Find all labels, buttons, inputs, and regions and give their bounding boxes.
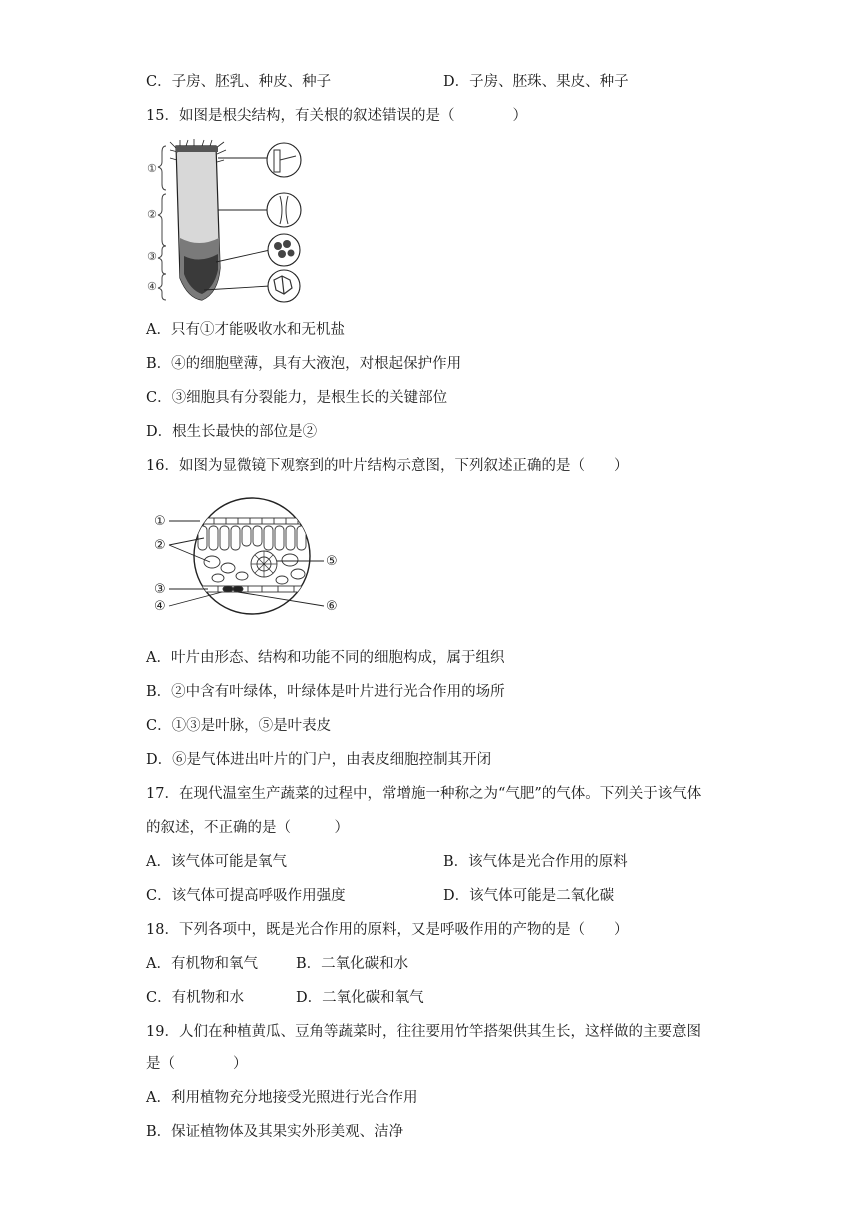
q16-stem: 16．如图为显微镜下观察到的叶片结构示意图，下列叙述正确的是（ ） bbox=[146, 458, 629, 474]
leaf-label-4: ④ bbox=[154, 599, 166, 614]
q18-option-c: C．有机物和水 bbox=[146, 990, 245, 1006]
q17-option-c: C．该气体可提高呼吸作用强度 bbox=[146, 888, 346, 904]
leaf-label-2: ② bbox=[154, 538, 166, 553]
root-tip-figure bbox=[144, 138, 314, 306]
q18-option-a: A．有机物和氧气 bbox=[146, 956, 258, 972]
root-label-3: ③ bbox=[147, 250, 157, 263]
q15-option-a: A．只有①才能吸收水和无机盐 bbox=[146, 322, 345, 338]
q17-stem-line2: 的叙述，不正确的是（ ） bbox=[146, 820, 349, 836]
q17-stem-line1: 17．在现代温室生产蔬菜的过程中，常增施一种称之为“气肥”的气体。下列关于该气体 bbox=[146, 786, 702, 802]
q15-stem: 15．如图是根尖结构，有关根的叙述错误的是（ ） bbox=[146, 108, 527, 124]
q18-stem: 18．下列各项中，既是光合作用的原料，又是呼吸作用的产物的是（ ） bbox=[146, 922, 629, 938]
leaf-label-3: ③ bbox=[154, 582, 166, 597]
leaf-label-6: ⑥ bbox=[326, 599, 338, 614]
q17-option-d: D．该气体可能是二氧化碳 bbox=[443, 888, 615, 904]
q19-stem-line1: 19．人们在种植黄瓜、豆角等蔬菜时，往往要用竹竿搭架供其生长，这样做的主要意图 bbox=[146, 1024, 701, 1040]
q16-option-c: C．①③是叶脉，⑤是叶表皮 bbox=[146, 718, 332, 734]
q15-option-b: B．④的细胞壁薄，具有大液泡，对根起保护作用 bbox=[146, 356, 462, 372]
leaf-section-figure bbox=[152, 494, 352, 624]
q19-option-a: A．利用植物充分地接受光照进行光合作用 bbox=[146, 1090, 418, 1106]
q15-option-d: D．根生长最快的部位是② bbox=[146, 424, 318, 440]
q19-option-b: B．保证植物体及其果实外形美观、洁净 bbox=[146, 1124, 404, 1140]
q16-option-d: D．⑥是气体进出叶片的门户，由表皮细胞控制其开闭 bbox=[146, 752, 492, 768]
leaf-label-1: ① bbox=[154, 514, 166, 529]
leaf-label-5: ⑤ bbox=[326, 554, 338, 569]
q16-option-b: B．②中含有叶绿体，叶绿体是叶片进行光合作用的场所 bbox=[146, 684, 505, 700]
q15-option-c: C．③细胞具有分裂能力，是根生长的关键部位 bbox=[146, 390, 448, 406]
q17-option-b: B．该气体是光合作用的原料 bbox=[443, 854, 628, 870]
q14-option-d: D．子房、胚珠、果皮、种子 bbox=[443, 74, 629, 90]
q14-option-c: C．子房、胚乳、种皮、种子 bbox=[146, 74, 332, 90]
q18-option-d: D．二氧化碳和氧气 bbox=[296, 990, 424, 1006]
root-label-4: ④ bbox=[147, 280, 157, 293]
root-label-2: ② bbox=[147, 208, 157, 221]
q17-option-a: A．该气体可能是氧气 bbox=[146, 854, 287, 870]
q16-option-a: A．叶片由形态、结构和功能不同的细胞构成，属于组织 bbox=[146, 650, 505, 666]
root-label-1: ① bbox=[147, 162, 157, 175]
q18-option-b: B．二氧化碳和水 bbox=[296, 956, 409, 972]
q19-stem-line2: 是（ ） bbox=[146, 1056, 248, 1072]
